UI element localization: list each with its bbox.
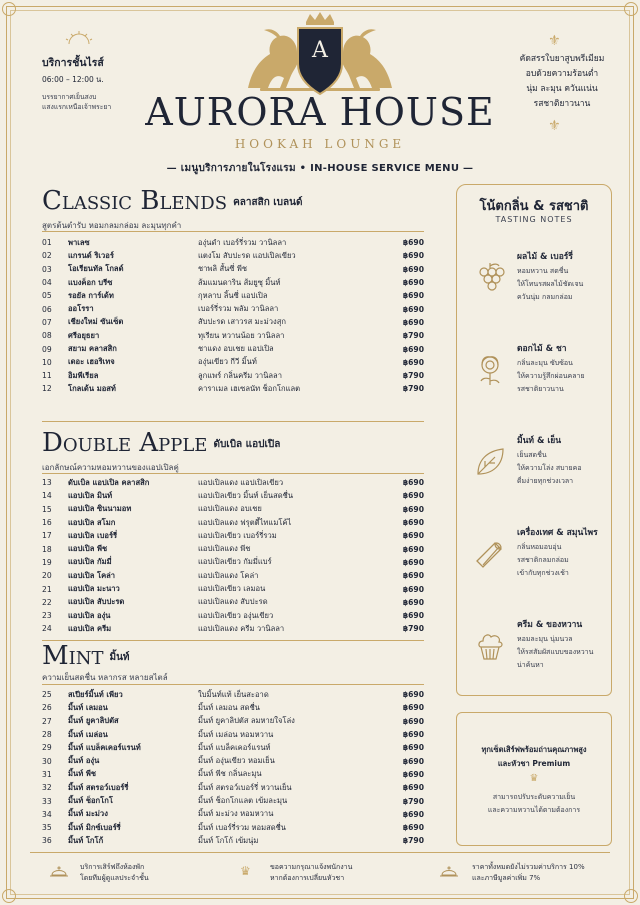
corner-ornament	[2, 889, 16, 903]
menu-item-price: ฿690	[402, 491, 424, 501]
menu-item-price: ฿790	[402, 836, 424, 846]
menu-item-number: 30	[42, 756, 52, 766]
crown-icon: ♛	[240, 864, 251, 878]
menu-item-number: 05	[42, 291, 52, 301]
note-desc-line: กลิ่นละมุน ซับซ้อน	[517, 359, 573, 367]
menu-item-price: ฿790	[402, 384, 424, 394]
section-title-double-apple	[42, 428, 280, 458]
fleur-icon: ⚜	[548, 118, 561, 134]
menu-item-name: ดับเบิล แอปเปิล คลาสสิก	[68, 477, 150, 487]
cloche-icon	[440, 864, 458, 878]
menu-item-name: แอปเปิล องุ่น	[68, 610, 111, 620]
morning-service-title: บริการชั้นไรส์	[42, 57, 104, 69]
menu-item-row	[42, 728, 424, 741]
menu-item-number: 18	[42, 544, 52, 554]
menu-item-name: โอเรียนทัล โกลด์	[68, 264, 124, 274]
note-desc-line: รสชาติยาวนาน	[517, 385, 564, 393]
menu-item-price: ฿690	[402, 291, 424, 301]
menu-list-mint	[42, 688, 424, 848]
menu-item-name: อิมพีเรียล	[68, 370, 99, 380]
menu-item-number: 20	[42, 571, 52, 581]
menu-item-row	[42, 741, 424, 754]
menu-item-name: สเปียร์มิ้นท์ เพียว	[68, 689, 123, 699]
note-desc-line: หอมละมุน นุ่มนวล	[517, 635, 573, 643]
menu-item-price: ฿690	[402, 571, 424, 581]
morning-service-note-1: บรรยากาศเย็นสงบ	[42, 93, 97, 101]
menu-item-price: ฿690	[402, 783, 424, 793]
section-divider	[42, 473, 424, 474]
note-title: ครีม & ของหวาน	[517, 620, 583, 630]
menu-item-number: 33	[42, 796, 52, 806]
menu-item-desc: มิ้นท์ เบอร์รี่รวม หอมสดชื่น	[198, 822, 286, 832]
menu-item-desc: แอปเปิลแดง สับปะรด	[198, 597, 268, 607]
menu-item-number: 13	[42, 478, 52, 488]
tagline-line: อบด้วยความร้อนต่ำ	[525, 69, 599, 79]
premium-detail	[457, 791, 611, 817]
note-desc-line: เข้ากับทุกช่วงเช้า	[517, 569, 569, 577]
menu-item-name: มิ้นท์ ช็อกโกโ	[68, 796, 113, 806]
menu-item-number: 24	[42, 624, 52, 634]
menu-item-desc: มิ้นท์ ช็อกโกแลต เข้มละมุน	[198, 796, 288, 806]
menu-item-row	[42, 834, 424, 847]
menu-item-desc: แอปเปิลแดง ฟรุตตี้ไทแมโค้ไ	[198, 517, 292, 527]
menu-item-desc: มิ้นท์ แบล็คเคอร์แรนท์	[198, 742, 271, 752]
menu-item-row	[42, 356, 424, 369]
menu-item-row	[42, 489, 424, 502]
menu-item-price: ฿790	[402, 371, 424, 381]
menu-item-desc: แอปเปิลแดง พีช	[198, 544, 251, 554]
menu-item-desc: แอปเปิลเขียว องุ่นเขียว	[198, 610, 274, 620]
menu-item-number: 36	[42, 836, 52, 846]
brand-name: AURORA HOUSE	[145, 90, 495, 134]
menu-item-price: ฿690	[402, 518, 424, 528]
menu-item-desc: ชาพลิ สั้นซี่ พีช	[198, 264, 248, 274]
section-subtitle: สูตรต้นตำรับ หอมกลมกล่อม ละมุนทุกคำ	[42, 221, 182, 230]
menu-item-row	[42, 609, 424, 622]
flower-icon	[473, 353, 507, 387]
note-desc	[517, 449, 611, 488]
menu-item-price: ฿690	[402, 264, 424, 274]
menu-item-desc: แอปเปิลเขียว เบอร์รี่รวม	[198, 530, 277, 540]
menu-item-price: ฿690	[402, 238, 424, 248]
menu-item-name: แอปเปิล มะนาว	[68, 584, 120, 594]
corner-ornament	[624, 889, 638, 903]
menu-item-number: 15	[42, 504, 52, 514]
note-title: มิ้นท์ & เย็น	[517, 436, 562, 446]
menu-item-row	[42, 503, 424, 516]
menu-item-desc: มิ้นท์ โกโก้ เข้มนุ่ม	[198, 835, 259, 845]
sunrise-icon	[64, 31, 94, 45]
menu-item-row	[42, 556, 424, 569]
menu-item-number: 27	[42, 716, 52, 726]
menu-item-desc: สับปะรด เสาวรส มะม่วงสุก	[198, 317, 286, 327]
menu-item-name: รอยัล การ์เด้ท	[68, 290, 114, 300]
tasting-notes-panel	[456, 184, 612, 696]
menu-item-price: ฿690	[402, 531, 424, 541]
section-title-en: Double Apple	[42, 428, 208, 458]
footer-line: โดยทีมผู้ดูแลประจำชั้น	[80, 874, 149, 882]
menu-item-name: พาเลซ	[68, 237, 90, 247]
note-title: เครื่องเทศ & สมุนไพร	[517, 528, 598, 538]
corner-ornament	[2, 2, 16, 16]
premium-headline-line: ทุกเซ็ตเสิร์ฟพร้อมถ่านคุณภาพสูง	[481, 745, 587, 754]
menu-item-desc: มิ้นท์ เลมอน สดชื่น	[198, 702, 260, 712]
cloche-icon	[50, 864, 68, 878]
menu-item-row	[42, 316, 424, 329]
menu-item-number: 28	[42, 730, 52, 740]
menu-item-desc: มิ้นท์ ยูคาลิปตัส ลมหายใจโล่ง	[198, 716, 295, 726]
menu-item-desc: ชาแดง อบเชย แอปเปิล	[198, 344, 274, 354]
menu-item-row	[42, 569, 424, 582]
menu-item-name: โกลเด้น มอสท์	[68, 383, 116, 393]
menu-item-name: มิ้นท์ พีช	[68, 769, 97, 779]
menu-item-price: ฿690	[402, 357, 424, 367]
menu-item-number: 26	[42, 703, 52, 713]
menu-item-row	[42, 688, 424, 701]
menu-item-price: ฿690	[402, 703, 424, 713]
menu-item-name: แอปเปิล ซินนามอท	[68, 504, 132, 514]
menu-item-desc: แอปเปิลเขียว กัมมี่แบร์	[198, 557, 272, 567]
menu-item-row	[42, 476, 424, 489]
menu-item-desc: มิ้นท์ เมล่อน หอมหวาน	[198, 729, 274, 739]
menu-item-price: ฿690	[402, 584, 424, 594]
menu-item-row	[42, 516, 424, 529]
note-title: ผลไม้ & เบอร์รี่	[517, 252, 573, 262]
note-desc-line: ให้ความโล่ง สบายคอ	[517, 464, 582, 472]
menu-item-price: ฿690	[402, 304, 424, 314]
menu-item-price: ฿690	[402, 317, 424, 327]
menu-item-price: ฿690	[402, 557, 424, 567]
menu-list-double-apple	[42, 476, 424, 636]
menu-item-number: 25	[42, 690, 52, 700]
menu-item-price: ฿790	[402, 624, 424, 634]
menu-item-desc: ส้มแมนดาริน ส้มยูซุ มิ้นท์	[198, 277, 281, 287]
menu-item-price: ฿690	[402, 597, 424, 607]
section-title-th: ดับเบิล แอปเปิล	[213, 439, 281, 450]
cupcake-icon	[473, 629, 507, 663]
note-desc-line: ให้โทนรสผลไม้ชัดเจน	[517, 280, 584, 288]
note-desc-line: หอมหวาน สดชื่น	[517, 267, 569, 275]
menu-item-desc: แอปเปิลแดง โคล่า	[198, 570, 259, 580]
grapes-icon	[473, 261, 507, 295]
menu-item-number: 21	[42, 584, 52, 594]
note-title: ดอกไม้ & ชา	[517, 344, 567, 354]
cinnamon-icon	[473, 537, 507, 571]
tagline-line: นุ่ม ละมุน ควันแน่น	[526, 84, 598, 94]
menu-item-row	[42, 236, 424, 249]
tasting-notes-title: โน้ตกลิ่น & รสชาติ	[479, 199, 589, 214]
brand-subtitle: HOOKAH LOUNGE	[234, 137, 406, 151]
menu-item-row	[42, 369, 424, 382]
menu-item-desc: แตงโม สับปะรด แอปเปิลเขียว	[198, 250, 296, 260]
menu-item-name: ศรีอยุธยา	[68, 330, 100, 340]
menu-item-name: มิ้นท์ มิกซ์เบอร์รี่	[68, 822, 121, 832]
menu-item-name: แอปเปิล สโมก	[68, 517, 116, 527]
menu-item-number: 34	[42, 809, 52, 819]
section-divider	[42, 231, 424, 232]
menu-item-name: มิ้นท์ สตรอว์เบอร์รี่	[68, 782, 129, 792]
menu-item-number: 04	[42, 278, 52, 288]
menu-item-price: ฿790	[402, 796, 424, 806]
service-menu-line: — เมนูบริการภายในโรงแรม • IN-HOUSE SERVICE MENU —	[166, 163, 474, 174]
menu-item-name: แอปเปิล กัมมี่	[68, 557, 112, 567]
menu-item-name: มิ้นท์ โกโก้	[68, 835, 104, 845]
tagline-line: รสชาติยาวนาน	[533, 99, 591, 109]
menu-item-number: 02	[42, 251, 52, 261]
section-title-th: คลาสสิก เบลนด์	[233, 197, 303, 208]
note-desc-line: ดื่มง่ายทุกช่วงเวลา	[517, 477, 574, 485]
menu-item-number: 08	[42, 331, 52, 341]
note-desc-line: ให้ความรู้สึกผ่อนคลาย	[517, 372, 585, 380]
menu-item-desc: ใบมิ้นท์แท้ เย็นสะอาด	[198, 689, 269, 699]
menu-item-number: 23	[42, 611, 52, 621]
menu-item-price: ฿690	[402, 251, 424, 261]
menu-item-desc: ทุเรียน หวานน้อย วานิลลา	[198, 330, 285, 340]
section-title-classic-blends	[42, 186, 302, 216]
menu-item-price: ฿690	[402, 769, 424, 779]
menu-item-price: ฿690	[402, 690, 424, 700]
menu-item-name: มิ้นท์ ยูคาลิปตัส	[68, 716, 119, 726]
menu-item-row	[42, 701, 424, 714]
menu-item-number: 12	[42, 384, 52, 394]
menu-item-price: ฿690	[402, 478, 424, 488]
menu-item-row	[42, 808, 424, 821]
menu-item-desc: แอปเปิลเขียว เลมอน	[198, 584, 266, 594]
menu-item-price: ฿690	[402, 716, 424, 726]
premium-info-box	[456, 712, 612, 846]
menu-item-price: ฿690	[402, 730, 424, 740]
menu-item-number: 35	[42, 823, 52, 833]
section-divider	[42, 421, 424, 422]
menu-item-desc: ลูกแพร์ กลิ่นครีม วานิลลา	[198, 370, 282, 380]
footer-room-service	[80, 862, 149, 884]
menu-item-name: มิ้นท์ เมล่อน	[68, 729, 108, 739]
menu-item-row	[42, 289, 424, 302]
menu-item-row	[42, 596, 424, 609]
menu-item-desc: กุหลาบ ลิ้นซี่ แอปเปิล	[198, 290, 268, 300]
section-subtitle: เอกลักษณ์ความหอมหวานของแอปเปิลคู่	[42, 463, 179, 472]
menu-item-desc: องุ่นดำ เบอร์รี่รวม วานิลลา	[198, 237, 287, 247]
fleur-icon: ⚜	[548, 33, 561, 49]
footer-bowl-change	[270, 862, 352, 884]
note-desc-line: ควันนุ่ม กลมกล่อม	[517, 293, 573, 301]
menu-item-desc: มิ้นท์ องุ่นเขียว หอมเย็น	[198, 756, 275, 766]
section-divider	[42, 684, 424, 685]
menu-item-name: แอปเปิล ครีม	[68, 623, 112, 633]
footer-line: ขอความกรุณาแจ้งพนักงาน	[270, 863, 353, 871]
menu-item-price: ฿690	[402, 743, 424, 753]
menu-item-name: สยาม คลาสสิก	[68, 344, 117, 354]
menu-item-desc: แอปเปิลเขียว มิ้นท์ เย็นสดชื่น	[198, 490, 294, 500]
section-title-mint	[42, 641, 130, 671]
menu-item-desc: แอปเปิลแดง ครีม วานิลลา	[198, 623, 285, 633]
menu-item-row	[42, 382, 424, 395]
note-desc	[517, 357, 611, 396]
premium-detail-line: และความหวานได้ตามต้องการ	[487, 806, 581, 814]
menu-item-price: ฿690	[402, 756, 424, 766]
menu-item-name: แอปเปิล พีช	[68, 544, 108, 554]
menu-item-number: 10	[42, 357, 52, 367]
menu-item-desc: องุ่นเขียว กีวี มิ้นท์	[198, 357, 257, 367]
note-desc-line: ให้รสสัมผัสแบบของหวาน	[517, 648, 594, 656]
menu-item-desc: มิ้นท์ พีช กลิ่นละมุน	[198, 769, 262, 779]
menu-item-number: 29	[42, 743, 52, 753]
menu-item-price: ฿690	[402, 611, 424, 621]
menu-item-price: ฿690	[402, 823, 424, 833]
menu-item-number: 03	[42, 264, 52, 274]
corner-ornament	[624, 2, 638, 16]
crown-icon: ♛	[529, 773, 539, 784]
footer-line: บริการเสิร์ฟถึงห้องพัก	[80, 863, 145, 871]
menu-item-row	[42, 263, 424, 276]
menu-item-price: ฿790	[402, 331, 424, 341]
note-desc-line: น่าค้นหา	[517, 661, 544, 669]
menu-item-name: เชียงใหม่ ซันเซ็ต	[68, 317, 124, 327]
menu-item-row	[42, 781, 424, 794]
menu-item-row	[42, 529, 424, 542]
menu-item-name: มิ้นท์ มะม่วง	[68, 809, 108, 819]
menu-item-number: 17	[42, 531, 52, 541]
footer-tax-note	[472, 862, 585, 884]
menu-item-number: 01	[42, 238, 52, 248]
menu-item-desc: มิ้นท์ สตรอว์เบอร์รี่ หวานเย็น	[198, 782, 292, 792]
menu-item-row	[42, 622, 424, 635]
tagline-line: คัดสรรใบยาสูบพรีเมียม	[519, 54, 605, 64]
menu-item-name: แอปเปิล สับปะรด	[68, 597, 125, 607]
menu-item-name: แกรนด์ ริเวอร์	[68, 250, 114, 260]
menu-item-price: ฿690	[402, 504, 424, 514]
note-desc	[517, 265, 611, 304]
menu-item-desc: แอปเปิลแดง แอปเปิลเขียว	[198, 477, 284, 487]
menu-list-classic-blends	[42, 236, 424, 396]
menu-item-row	[42, 582, 424, 595]
menu-item-row	[42, 302, 424, 315]
menu-item-number: 31	[42, 769, 52, 779]
footer-line: และภาษีมูลค่าเพิ่ม 7%	[472, 874, 541, 882]
menu-item-price: ฿690	[402, 344, 424, 354]
section-title-en: Classic Blends	[42, 186, 228, 216]
section-subtitle: ความเย็นสดชื่น หลากรส หลายสไตล์	[42, 673, 168, 682]
menu-item-name: แบงค็อก บรีซ	[68, 277, 113, 287]
menu-item-name: แอปเปิล โคล่า	[68, 570, 116, 580]
menu-item-number: 14	[42, 491, 52, 501]
tasting-notes-subtitle: TASTING NOTES	[495, 215, 573, 224]
menu-item-price: ฿690	[402, 544, 424, 554]
note-desc-line: รสชาติกลมกล่อม	[517, 556, 569, 564]
menu-item-name: แอปเปิล มินท์	[68, 490, 113, 500]
menu-item-row	[42, 276, 424, 289]
menu-item-row	[42, 329, 424, 342]
menu-item-name: มิ้นท์ องุ่น	[68, 756, 100, 766]
section-title-en: Mint	[42, 641, 104, 671]
menu-item-name: ออโรรา	[68, 304, 94, 314]
menu-item-name: เดอะ เฮอริเทจ	[68, 357, 115, 367]
menu-item-number: 32	[42, 783, 52, 793]
footer-line: หากต้องการเปลี่ยนหัวชา	[270, 874, 345, 882]
menu-item-row	[42, 821, 424, 834]
menu-item-row	[42, 754, 424, 767]
footer-divider	[30, 852, 610, 853]
morning-service-note-2: แสงแรกเหนือเจ้าพระยา	[42, 103, 112, 111]
menu-item-number: 19	[42, 557, 52, 567]
menu-item-number: 16	[42, 518, 52, 528]
leaf-icon	[473, 445, 507, 479]
premium-headline-line: และหัวชา Premium	[497, 759, 571, 768]
note-desc-line: เย็นสดชื่น	[517, 451, 547, 459]
menu-item-number: 06	[42, 304, 52, 314]
premium-detail-line: สามารถปรับระดับความเย็น	[492, 793, 576, 801]
menu-item-number: 07	[42, 317, 52, 327]
menu-item-name: แอปเปิล เบอร์รี่	[68, 530, 118, 540]
menu-item-number: 22	[42, 597, 52, 607]
menu-item-row	[42, 768, 424, 781]
section-title-th: มิ้นท์	[109, 652, 130, 663]
morning-service-hours: 06:00 – 12:00 น.	[42, 75, 104, 84]
menu-item-price: ฿690	[402, 809, 424, 819]
menu-item-price: ฿690	[402, 278, 424, 288]
note-desc	[517, 541, 611, 580]
menu-item-row	[42, 249, 424, 262]
note-desc-line: กลิ่นหอมอบอุ่น	[517, 543, 562, 551]
menu-item-row	[42, 794, 424, 807]
menu-item-desc: มิ้นท์ มะม่วง หอมหวาน	[198, 809, 274, 819]
menu-item-row	[42, 342, 424, 355]
note-desc	[517, 633, 611, 672]
menu-item-number: 09	[42, 344, 52, 354]
crest-letter: A	[312, 38, 328, 63]
premium-headline	[457, 743, 611, 771]
menu-item-desc: คาราเมล เฮเซลนัท ช็อกโกแลต	[198, 383, 301, 393]
menu-item-desc: เบอร์รี่รวม พลัม วานิลลา	[198, 304, 279, 314]
menu-item-row	[42, 715, 424, 728]
footer-line: ราคาทั้งหมดยังไม่รวมค่าบริการ 10%	[472, 863, 585, 871]
menu-item-desc: แอปเปิลแดง อบเชย	[198, 504, 262, 514]
menu-item-row	[42, 542, 424, 555]
menu-item-number: 11	[42, 371, 52, 381]
menu-item-name: มิ้นท์ แบล็คเคอร์แรนท์	[68, 742, 141, 752]
menu-item-name: มิ้นท์ เลมอน	[68, 702, 108, 712]
